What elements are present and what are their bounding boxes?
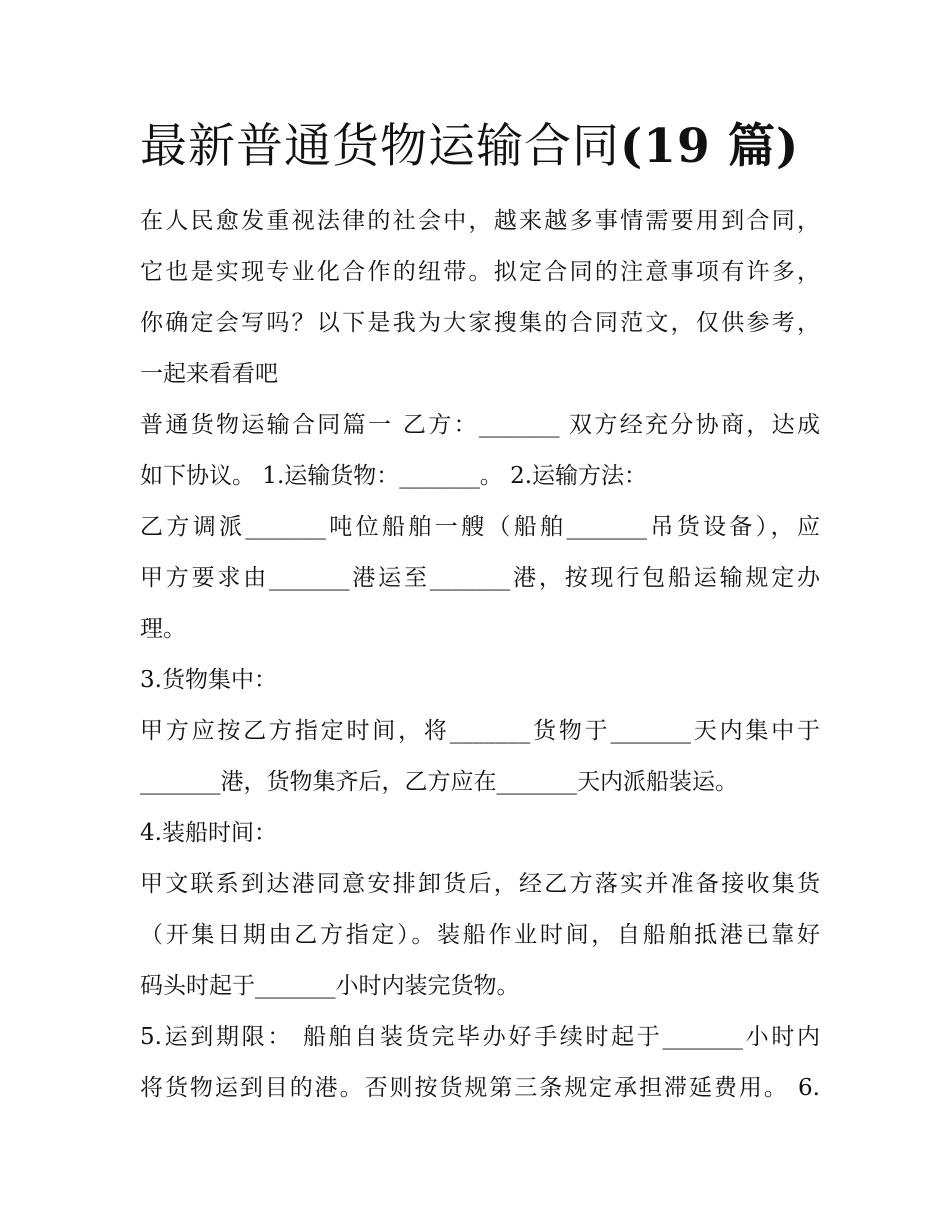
body-line: 它也是实现专业化合作的纽带。拟定合同的注意事项有许多，: [140, 259, 820, 285]
body-line: 甲文联系到达港同意安排卸货后，经乙方落实并准备接收集货: [140, 871, 820, 897]
body-line: 普通货物运输合同篇一 乙方：_______ 双方经充分协商，达成: [140, 412, 820, 438]
body-line: 你确定会写吗？以下是我为大家搜集的合同范文，仅供参考，: [140, 310, 820, 336]
title-count: (19 篇): [620, 119, 800, 174]
body-line: 5.运到期限： 船舶自装货完毕办好手续时起于_______小时内: [140, 1024, 820, 1050]
body-line: 甲方要求由_______港运至_______港，按现行包船运输规定办: [140, 565, 820, 591]
body-line: 乙方调派_______吨位船舶一艘（船舶_______吊货设备），应: [140, 514, 820, 540]
body-line: _______港，货物集齐后，乙方应在_______天内派船装运。: [140, 769, 738, 795]
body-line: 3.货物集中：: [140, 667, 277, 693]
document-body: [140, 196, 820, 1114]
body-line: 将货物运到目的港。否则按货规第三条规定承担滞延费用。 6.: [140, 1075, 820, 1101]
body-line: （开集日期由乙方指定）。装船作业时间，自船舶抵港已靠好: [140, 922, 820, 948]
body-line: 码头时起于_______小时内装完货物。: [140, 973, 520, 999]
body-line: 4.装船时间：: [140, 820, 277, 846]
body-line: 甲方应按乙方指定时间，将_______货物于_______天内集中于: [140, 718, 820, 744]
body-line: 一起来看看吧: [140, 361, 278, 387]
document-title: [140, 112, 820, 182]
body-line: 在人民愈发重视法律的社会中，越来越多事情需要用到合同，: [140, 208, 820, 234]
title-main: 最新普通货物运输合同: [140, 119, 620, 174]
body-line: 理。: [140, 616, 186, 642]
body-line: 如下协议。 1.运输货物：_______。 2.运输方法：: [140, 463, 648, 489]
